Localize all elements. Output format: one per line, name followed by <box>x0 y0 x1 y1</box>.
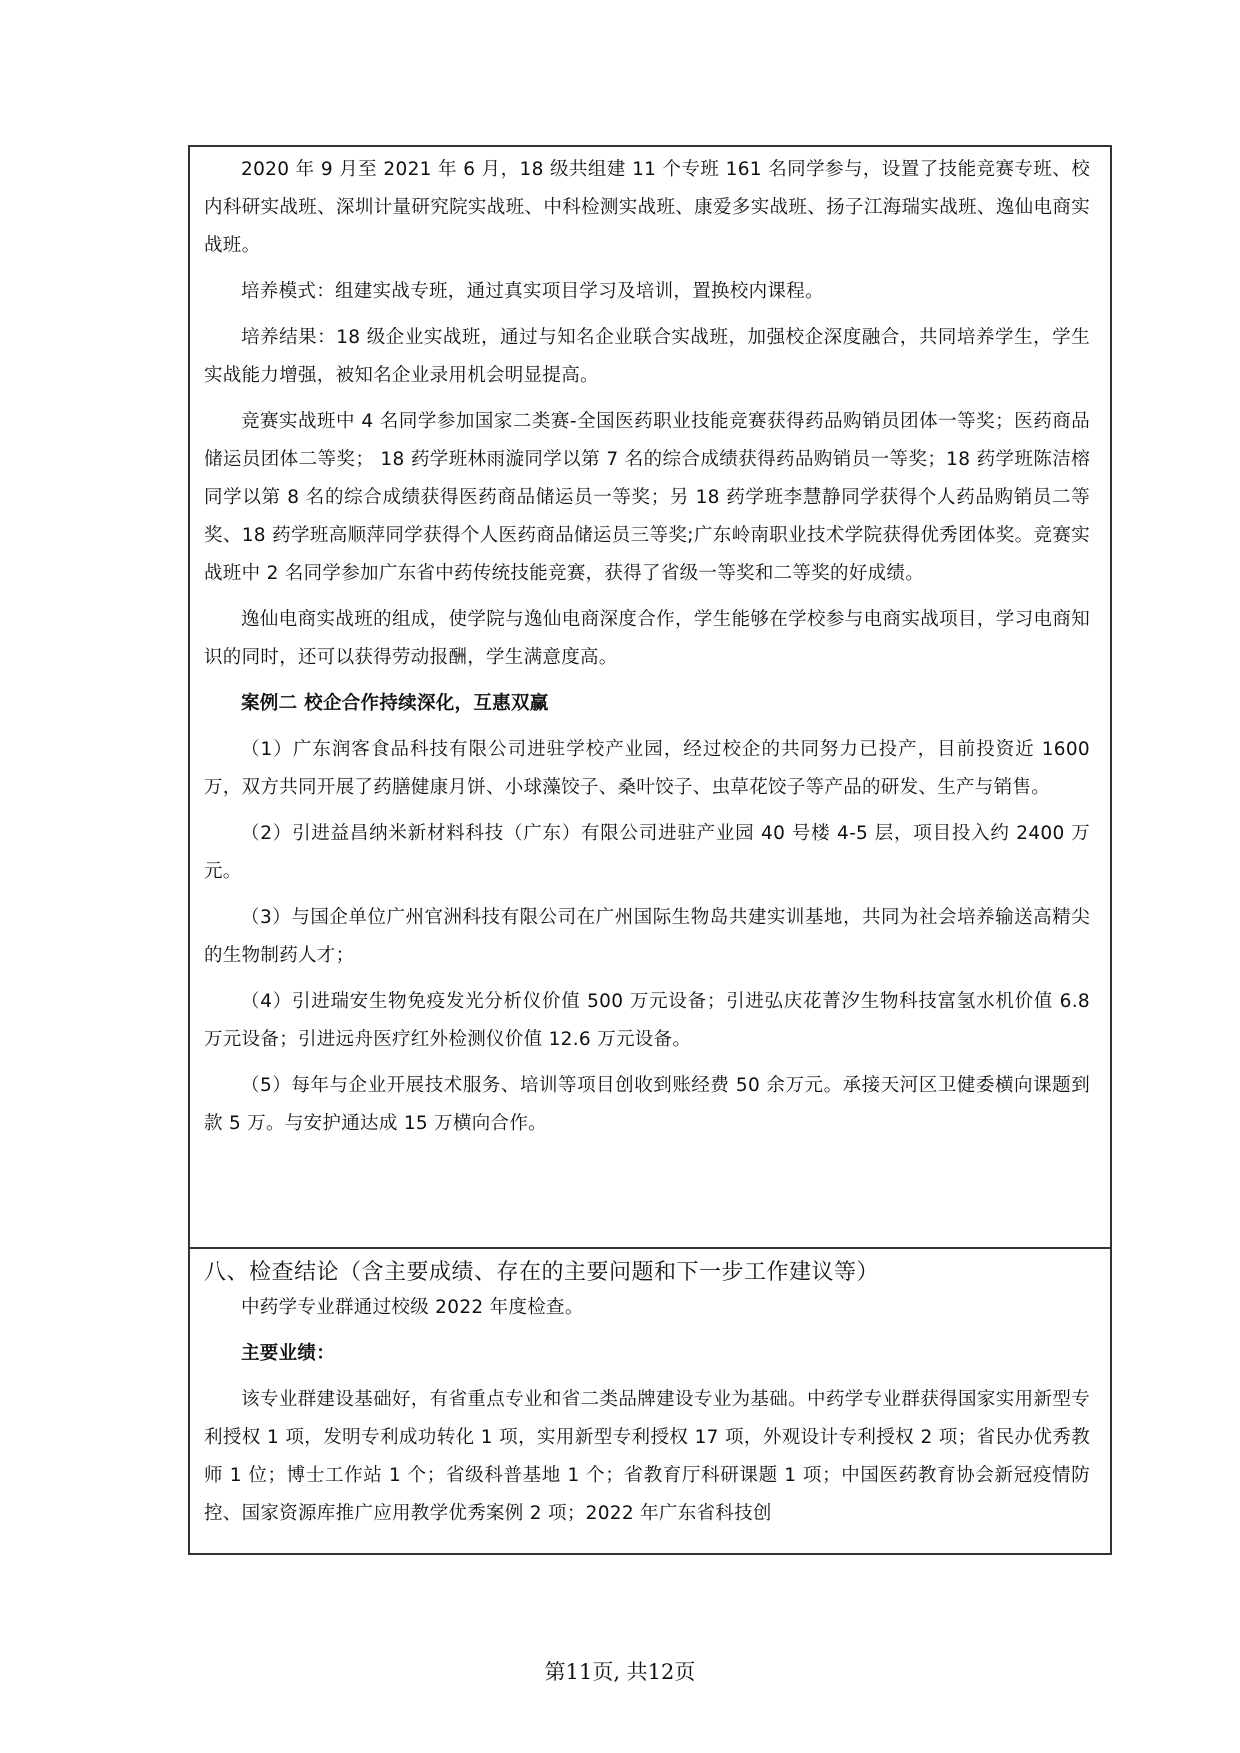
case2-item-3: （3）与国企单位广州官洲科技有限公司在广州国际生物岛共建实训基地，共同为社会培养输送高精尖的生物制药人才； <box>204 907 1090 966</box>
achievements-text: 该专业群建设基础好，有省重点专业和省二类品牌建设专业为基础。中药学专业群获得国家实用新型专利授权 1 项，发明专利成功转化 1 项，实用新型专利授权 17 项，外观设计专利授权 2 项；省民办优秀教师 1 位；博士工作站 1 个；省级科普基地 1 个；省教育厅科研课题 1 项；中国医药教育协会新冠疫情防控、国家资源库推广应用教学优秀案例 2 项；2022 年广东省科技创 <box>204 1389 1090 1524</box>
paragraph-competition: 竞赛实战班中 4 名同学参加国家二类赛-全国医药职业技能竞赛获得药品购销员团体一等奖；医药商品储运员团体二等奖； 18 药学班林雨漩同学以第 7 名的综合成绩获得药品购销员一等奖；18 药学班陈洁榕同学以第 8 名的综合成绩获得医药商品储运员一等奖；另 18 药学班李慧静同学获得个人药品购销员二等奖、18 药学班高顺萍同学获得个人医药商品储运员三等奖;广东岭南职业技术学院获得优秀团体奖。竞赛实战班中 2 名同学参加广东省中药传统技能竞赛，获得了省级一等奖和二等奖的好成绩。 <box>204 411 1090 584</box>
conclusion-text: 中药学专业群通过校级 2022 年度检查。 <box>241 1297 584 1318</box>
case2-item-5: （5）每年与企业开展技术服务、培训等项目创收到账经费 50 余万元。承接天河区卫健委横向课题到款 5 万。与安护通达成 15 万横向合作。 <box>204 1075 1090 1134</box>
case2-title: 案例二 校企合作持续深化，互惠双赢 <box>241 693 549 714</box>
achievements-title: 主要业绩： <box>241 1343 336 1364</box>
case2-item-4: （4）引进瑞安生物免疫发光分析仪价值 500 万元设备；引进弘庆花菁汐生物科技富氢水机价值 6.8 万元设备；引进远舟医疗红外检测仪价值 12.6 万元设备。 <box>204 991 1090 1050</box>
paragraph-training-result: 培养结果：18 级企业实战班，通过与知名企业联合实战班，加强校企深度融合，共同培养学生，学生实战能力增强，被知名企业录用机会明显提高。 <box>204 327 1090 386</box>
paragraph-training-mode: 培养模式：组建实战专班，通过真实项目学习及培训，置换校内课程。 <box>241 281 824 302</box>
section-heading-conclusion: 八、检查结论（含主要成绩、存在的主要问题和下一步工作建议等） <box>204 1260 880 1285</box>
conclusion-cell <box>190 1249 1110 1555</box>
page-number: 第11页, 共12页 <box>544 1660 696 1684</box>
paragraph-class-setup: 2020 年 9 月至 2021 年 6 月，18 级共组建 11 个专班 161 名同学参与，设置了技能竞赛专班、校内科研实战班、深圳计量研究院实战班、中科检测实战班、康爱多实战班、扬子江海瑞实战班、逸仙电商实战班。 <box>204 159 1090 256</box>
case2-item-2: （2）引进益昌纳米新材料科技（广东）有限公司进驻产业园 40 号楼 4-5 层，项目投入约 2400 万元。 <box>204 823 1090 882</box>
case-content-cell <box>190 147 1110 1249</box>
paragraph-ecommerce: 逸仙电商实战班的组成，使学院与逸仙电商深度合作，学生能够在学校参与电商实战项目，学习电商知识的同时，还可以获得劳动报酬，学生满意度高。 <box>204 609 1090 668</box>
report-table <box>188 145 1112 1555</box>
case2-item-1: （1）广东润客食品科技有限公司进驻学校产业园，经过校企的共同努力已投产，目前投资近 1600 万，双方共同开展了药膳健康月饼、小球藻饺子、桑叶饺子、虫草花饺子等产品的研发、生产与销售。 <box>204 739 1090 798</box>
